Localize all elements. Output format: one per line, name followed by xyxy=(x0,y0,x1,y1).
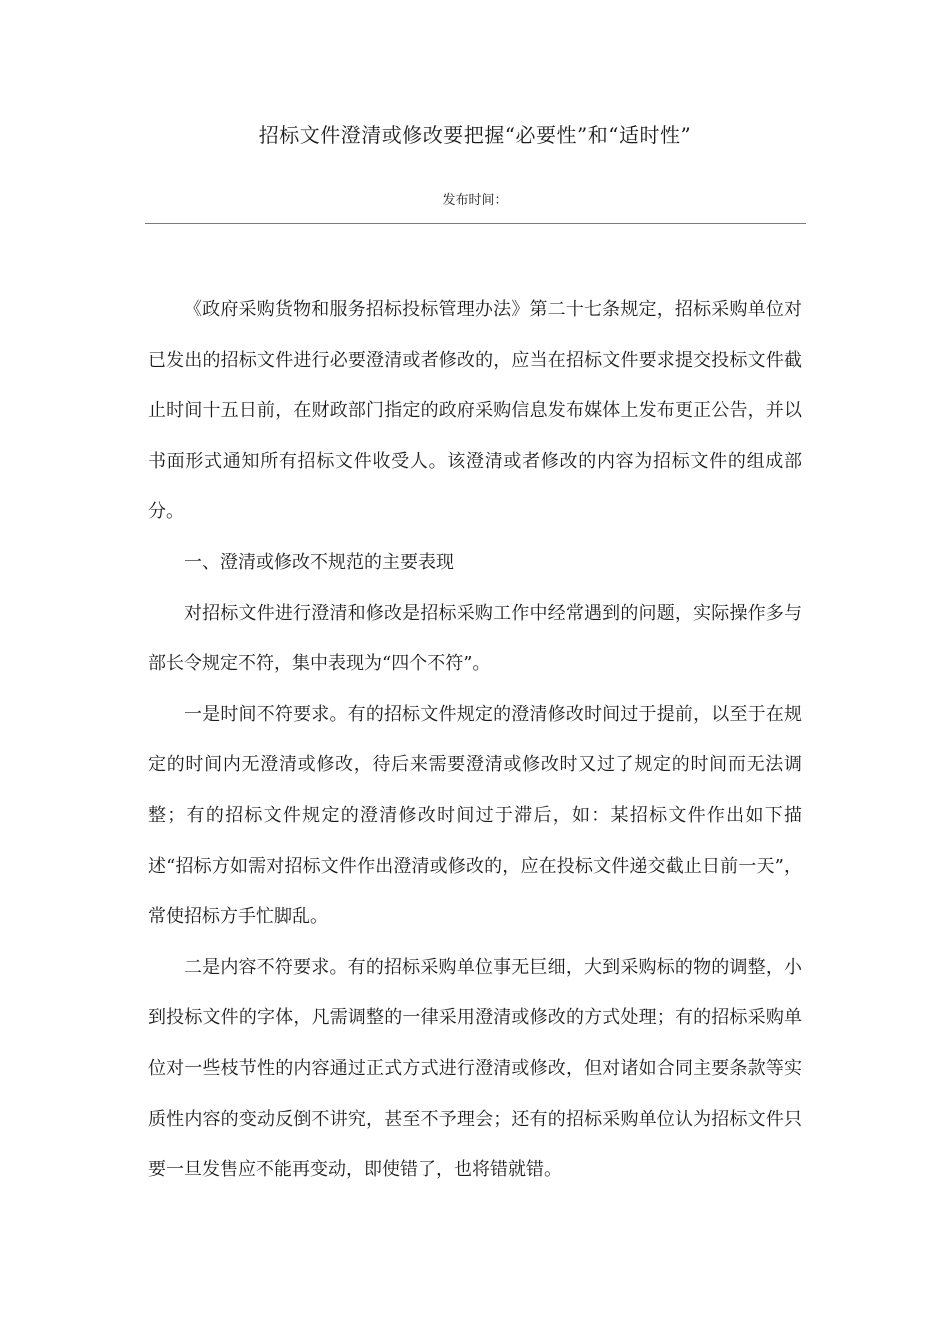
paragraph-content-issue: 二是内容不符要求。有的招标采购单位事无巨细，大到采购标的物的调整，小到投标文件的字体，凡需调整的一律采用澄清或修改的方式处理；有的招标采购单位对一些枝节性的内容通过正式方式进行澄清或修改，但对诸如合同主要条款等实质性内容的变动反倒不讲究，甚至不予理会；还有的招标采购单位认为招标文件只要一旦发售应不能再变动，即使错了，也将错就错。 xyxy=(148,956,802,1181)
paragraph-overview: 对招标文件进行澄清和修改是招标采购工作中经常遇到的问题，实际操作多与部长令规定不符，集中表现为“四个不符”。 xyxy=(148,602,802,675)
document-title: 招标文件澄清或修改要把握“必要性”和“适时性” xyxy=(258,123,692,147)
paragraph-time-issue: 一是时间不符要求。有的招标文件规定的澄清修改时间过于提前，以至于在规定的时间内无澄清或修改，待后来需要澄清或修改时又过了规定的时间而无法调整；有的招标文件规定的澄清修改时间过于滞后，如：某招标文件作出如下描述“招标方如需对招标文件作出澄清或修改的，应在投标文件递交截止日前一天”，常使招标方手忙脚乱。 xyxy=(148,703,802,928)
paragraph-intro: 《政府采购货物和服务招标投标管理办法》第二十七条规定，招标采购单位对已发出的招标文件进行必要澄清或者修改的，应当在招标文件要求提交投标文件截止时间十五日前，在财政部门指定的政府采购信息发布媒体上发布更正公告，并以书面形式通知所有招标文件收受人。该澄清或者修改的内容为招标文件的组成部分。 xyxy=(148,299,802,523)
section-heading: 一、澄清或修改不规范的主要表现 xyxy=(184,551,454,573)
document-body xyxy=(148,285,802,1196)
publish-time-label: 发布时间： xyxy=(442,193,508,208)
header-divider xyxy=(145,223,806,224)
